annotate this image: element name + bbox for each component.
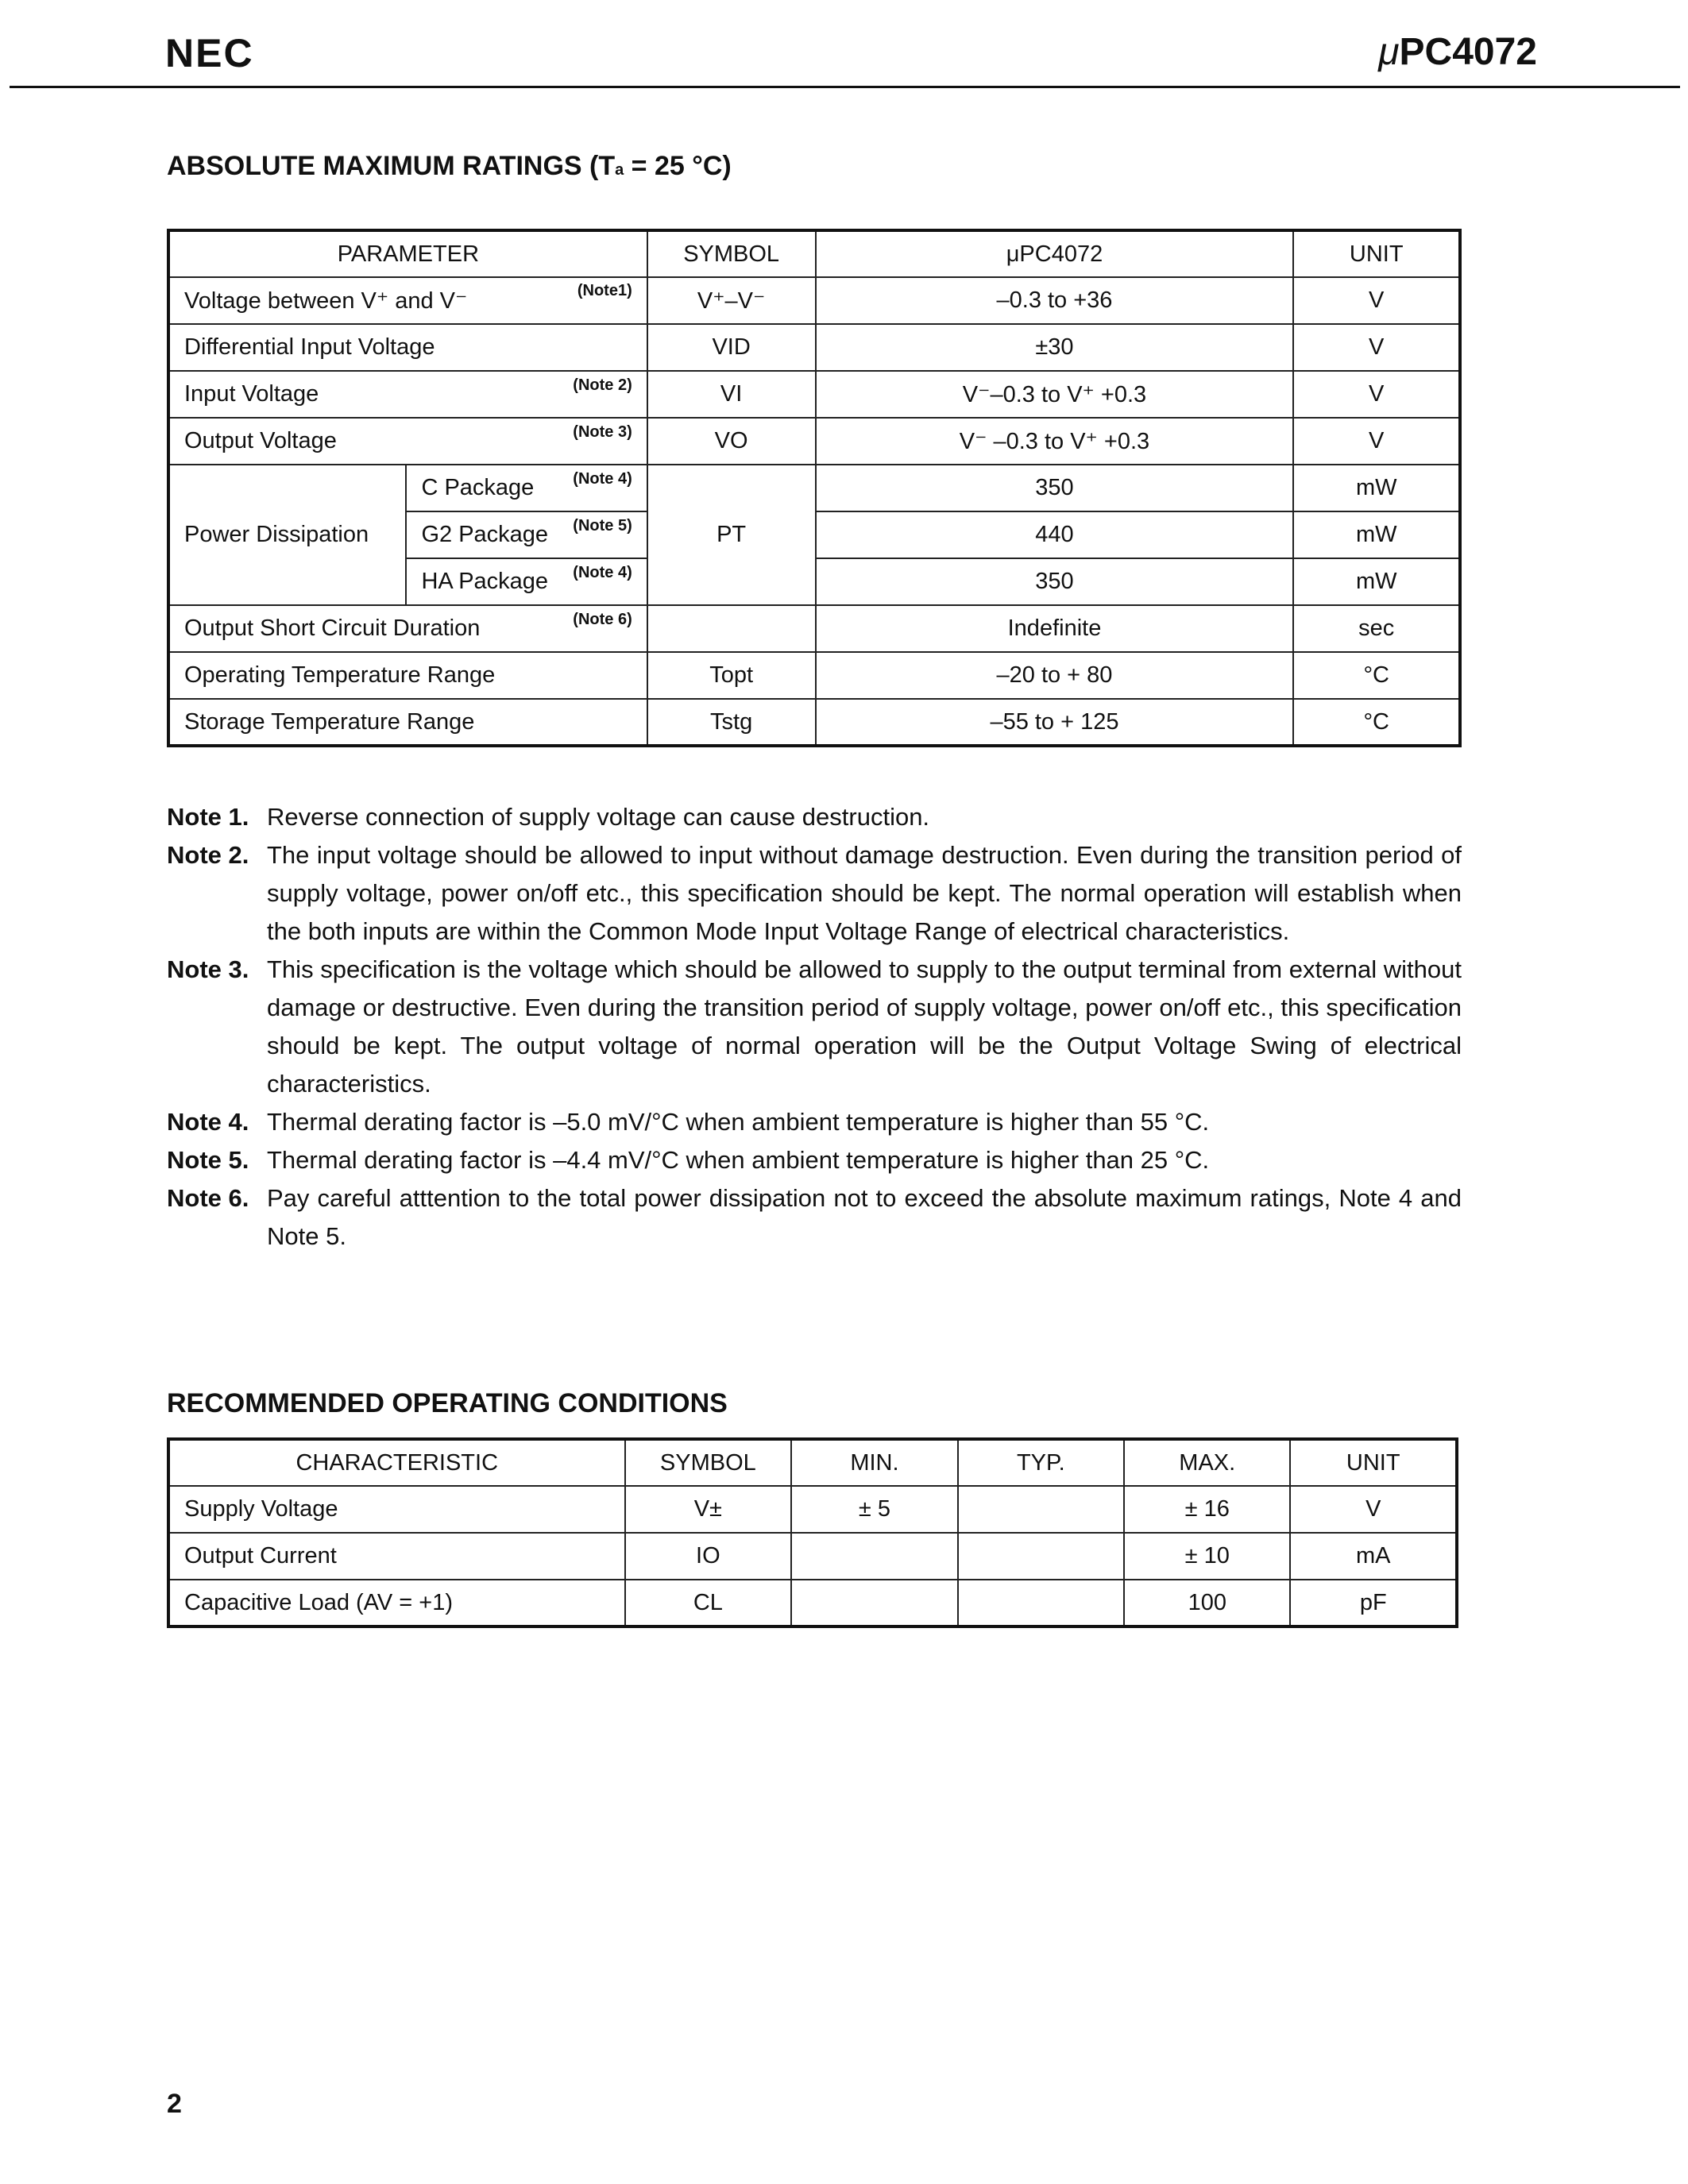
- value-cell: 350: [816, 558, 1294, 605]
- min-cell: ± 5: [791, 1486, 957, 1533]
- note-text: Thermal derating factor is –4.4 mV/°C when ambient temperature is higher than 25 °C.: [267, 1146, 1210, 1174]
- value-cell: –55 to + 125: [816, 699, 1294, 746]
- value-cell: ±30: [816, 324, 1294, 371]
- typ-cell: [958, 1533, 1124, 1580]
- header-rule: [10, 86, 1680, 88]
- note-ref: (Note 4): [573, 564, 632, 581]
- unit-cell: V: [1293, 277, 1460, 324]
- param-cell: [168, 277, 647, 324]
- note-item: [167, 836, 1462, 951]
- note-item: [167, 951, 1462, 1103]
- note-text: Pay careful atttention to the total power dissipation not to exceed the absolute maximum ratings, Note 4 and Note 5.: [267, 1184, 1462, 1250]
- note-ref: (Note 3): [573, 423, 632, 441]
- symbol-cell: V⁺–V⁻: [647, 277, 816, 324]
- param-label: Voltage between V⁺ and V⁻: [184, 288, 468, 314]
- note-item: [167, 1103, 1462, 1141]
- param-cell: [168, 324, 647, 371]
- max-cell: 100: [1124, 1580, 1290, 1626]
- unit-cell: V: [1293, 371, 1460, 418]
- roc-title: RECOMMENDED OPERATING CONDITIONS: [167, 1388, 728, 1418]
- table-row: [168, 652, 1460, 699]
- col-header-value: μPC4072: [816, 230, 1294, 277]
- param-cell: [168, 699, 647, 746]
- table-row: [168, 418, 1460, 465]
- value-cell: V⁻ –0.3 to V⁺ +0.3: [816, 418, 1294, 465]
- unit-cell: mW: [1293, 465, 1460, 511]
- symbol-cell: VO: [647, 418, 816, 465]
- note-label: Note 2.: [167, 841, 249, 869]
- package-cell: [406, 558, 647, 605]
- value-cell: 440: [816, 511, 1294, 558]
- table-row: [168, 605, 1460, 652]
- part-prefix: μ: [1378, 31, 1400, 73]
- symbol-cell: IO: [625, 1533, 792, 1580]
- note-ref: (Note1): [577, 282, 632, 299]
- amr-title-text: ABSOLUTE MAXIMUM RATINGS (T: [167, 151, 616, 181]
- max-cell: ± 10: [1124, 1533, 1290, 1580]
- notes-section: [167, 798, 1462, 1256]
- param-label: Operating Temperature Range: [184, 662, 496, 688]
- symbol-cell: VID: [647, 324, 816, 371]
- col-header-unit: UNIT: [1290, 1439, 1457, 1486]
- unit-cell: V: [1293, 324, 1460, 371]
- note-label: Note 6.: [167, 1184, 249, 1212]
- symbol-cell: VI: [647, 371, 816, 418]
- symbol-cell: V±: [625, 1486, 792, 1533]
- package-label: C Package: [421, 475, 535, 500]
- min-cell: [791, 1580, 957, 1626]
- amr-title-sub: a: [615, 161, 624, 179]
- table-row: [168, 277, 1460, 324]
- power-dissipation-label: Power Dissipation: [168, 465, 406, 605]
- col-header-typ: TYP.: [958, 1439, 1124, 1486]
- unit-cell: pF: [1290, 1580, 1457, 1626]
- col-header-max: MAX.: [1124, 1439, 1290, 1486]
- symbol-cell: [647, 605, 816, 652]
- note-item: [167, 1141, 1462, 1179]
- note-item: [167, 798, 1462, 836]
- table-header-row: [168, 1439, 1457, 1486]
- amr-title-end: = 25 °C): [624, 151, 732, 181]
- table-row: [168, 699, 1460, 746]
- symbol-cell: CL: [625, 1580, 792, 1626]
- note-text: Thermal derating factor is –5.0 mV/°C when ambient temperature is higher than 55 °C.: [267, 1108, 1210, 1136]
- note-ref: (Note 5): [573, 517, 632, 534]
- typ-cell: [958, 1580, 1124, 1626]
- col-header-min: MIN.: [791, 1439, 957, 1486]
- characteristic-cell: Supply Voltage: [168, 1486, 625, 1533]
- characteristic-cell: Output Current: [168, 1533, 625, 1580]
- param-label: Differential Input Voltage: [184, 334, 435, 360]
- value-cell: –0.3 to +36: [816, 277, 1294, 324]
- table-row: [168, 1486, 1457, 1533]
- unit-cell: mW: [1293, 558, 1460, 605]
- value-cell: Indefinite: [816, 605, 1294, 652]
- unit-cell: V: [1293, 418, 1460, 465]
- characteristic-cell: Capacitive Load (AV = +1): [168, 1580, 625, 1626]
- page-number: 2: [167, 2089, 182, 2119]
- typ-cell: [958, 1486, 1124, 1533]
- package-label: HA Package: [421, 569, 549, 594]
- table-row: [168, 1580, 1457, 1626]
- table-header-row: [168, 230, 1460, 277]
- note-text: The input voltage should be allowed to input without damage destruction. Even during the transition period of supply voltage, power on/off etc., this specification should be kept. The normal operation will establish when the both inputs are within the Common Mode Input Voltage Range of electrical characteristics.: [267, 841, 1462, 945]
- note-ref: (Note 4): [573, 470, 632, 488]
- unit-cell: °C: [1293, 699, 1460, 746]
- table-row: [168, 371, 1460, 418]
- note-label: Note 5.: [167, 1146, 249, 1174]
- note-ref: (Note 6): [573, 611, 632, 628]
- col-header-symbol: SYMBOL: [625, 1439, 792, 1486]
- unit-cell: °C: [1293, 652, 1460, 699]
- unit-cell: mA: [1290, 1533, 1457, 1580]
- value-cell: 350: [816, 465, 1294, 511]
- note-label: Note 3.: [167, 955, 249, 983]
- col-header-symbol: SYMBOL: [647, 230, 816, 277]
- param-label: Output Voltage: [184, 428, 337, 453]
- unit-cell: V: [1290, 1486, 1457, 1533]
- part-number: [1378, 30, 1537, 74]
- param-cell: [168, 418, 647, 465]
- absolute-max-ratings-table: [167, 229, 1462, 747]
- min-cell: [791, 1533, 957, 1580]
- param-cell: [168, 605, 647, 652]
- note-text: This specification is the voltage which should be allowed to supply to the output terminal from external without damage or destructive. Even during the transition period of supply voltage, power on/off etc., this specification should be kept. The output voltage of normal operation will be the Output Voltage Swing of electrical characteristics.: [267, 955, 1462, 1098]
- param-label: Output Short Circuit Duration: [184, 615, 481, 641]
- package-label: G2 Package: [421, 522, 549, 547]
- param-label: Input Voltage: [184, 381, 319, 407]
- note-text: Reverse connection of supply voltage can cause destruction.: [267, 803, 930, 831]
- param-label: Storage Temperature Range: [184, 708, 475, 735]
- nec-logo: NEC: [165, 31, 254, 75]
- max-cell: ± 16: [1124, 1486, 1290, 1533]
- symbol-cell: Tstg: [647, 699, 816, 746]
- amr-title: [167, 151, 732, 182]
- note-item: [167, 1179, 1462, 1256]
- note-label: Note 4.: [167, 1108, 249, 1136]
- package-cell: [406, 465, 647, 511]
- table-row: [168, 1533, 1457, 1580]
- value-cell: V⁻–0.3 to V⁺ +0.3: [816, 371, 1294, 418]
- col-header-characteristic: CHARACTERISTIC: [168, 1439, 625, 1486]
- note-ref: (Note 2): [573, 376, 632, 394]
- param-cell: [168, 371, 647, 418]
- symbol-cell: Topt: [647, 652, 816, 699]
- package-cell: [406, 511, 647, 558]
- note-label: Note 1.: [167, 803, 249, 831]
- power-symbol-cell: PT: [647, 465, 816, 605]
- table-row: [168, 465, 1460, 511]
- recommended-operating-conditions-table: [167, 1437, 1458, 1628]
- col-header-parameter: PARAMETER: [168, 230, 647, 277]
- part-number-text: PC4072: [1399, 31, 1537, 73]
- unit-cell: mW: [1293, 511, 1460, 558]
- unit-cell: sec: [1293, 605, 1460, 652]
- value-cell: –20 to + 80: [816, 652, 1294, 699]
- table-row: [168, 324, 1460, 371]
- col-header-unit: UNIT: [1293, 230, 1460, 277]
- param-cell: [168, 652, 647, 699]
